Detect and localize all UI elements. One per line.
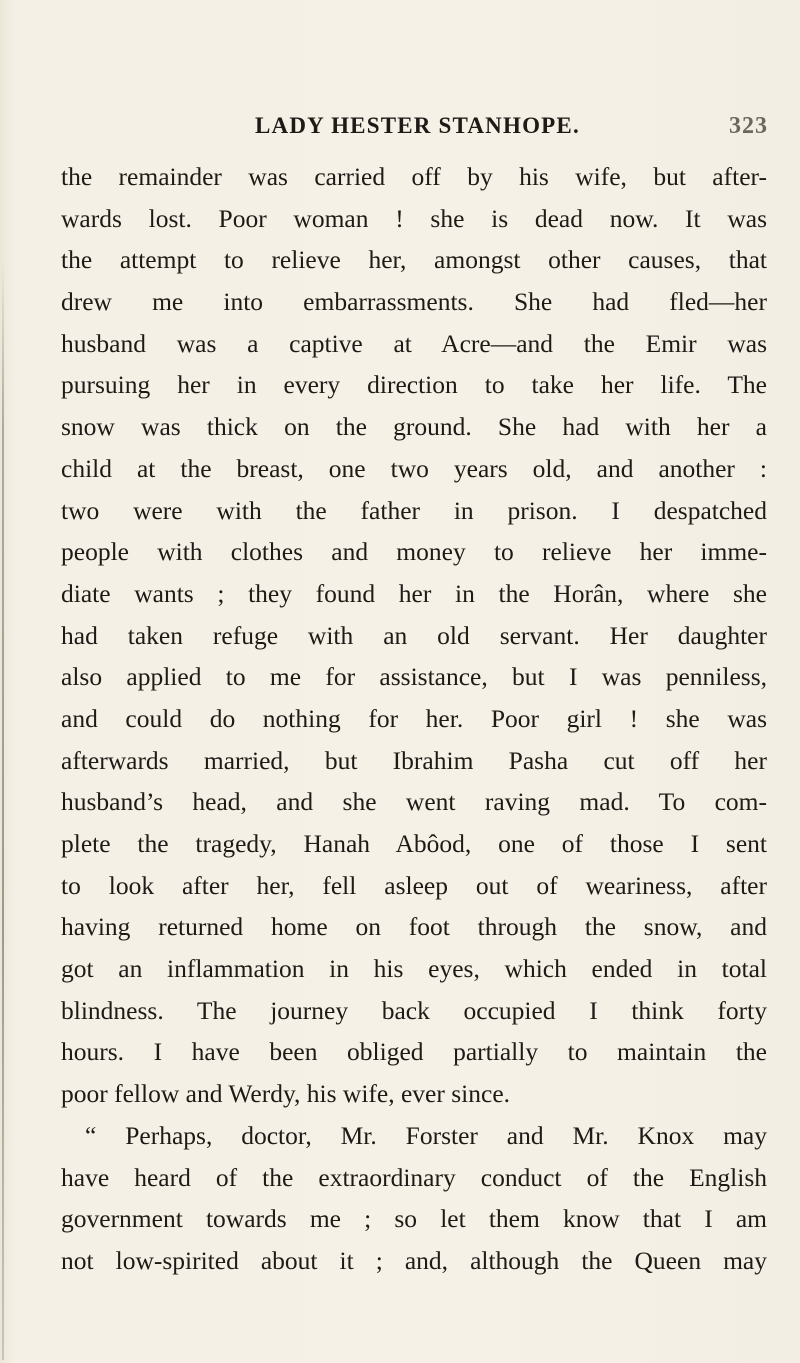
text-line: drew me into embarrassments. She had fled—her: [61, 287, 767, 317]
text-line: government towards me ; so let them know that I am: [61, 1204, 767, 1234]
text-line: diate wants ; they found her in the Horân, where she: [61, 578, 767, 608]
text-line: got an inflammation in his eyes, which ended in total: [61, 954, 767, 984]
page-number: 323: [729, 113, 768, 139]
binding-gutter-shadow: [2, 260, 4, 1360]
body-text: [61, 156, 767, 1282]
text-line: blindness. The journey back occupied I think forty: [61, 995, 767, 1025]
text-line: and could do nothing for her. Poor girl ! she was: [61, 703, 767, 733]
text-line: two were with the father in prison. I despatched: [61, 495, 767, 525]
paragraph-start-line: “ Perhaps, doctor, Mr. Forster and Mr. Knox may: [85, 1120, 767, 1150]
text-line: afterwards married, but Ibrahim Pasha cut off her: [61, 745, 767, 775]
text-line: the attempt to relieve her, amongst other causes, that: [61, 245, 767, 275]
text-line: hours. I have been obliged partially to maintain the: [61, 1037, 767, 1067]
text-line: plete the tragedy, Hanah Abôod, one of those I sent: [61, 829, 767, 858]
text-line: husband’s head, and she went raving mad. To com-: [61, 787, 767, 817]
text-line: wards lost. Poor woman ! she is dead now. It was: [61, 203, 767, 233]
text-line: not low-spirited about it ; and, although the Queen may: [61, 1245, 767, 1275]
text-line: snow was thick on the ground. She had with her a: [61, 412, 767, 442]
text-line: also applied to me for assistance, but I was penniless,: [61, 662, 767, 692]
text-line: people with clothes and money to relieve her imme-: [61, 537, 767, 567]
running-title: LADY HESTER STANHOPE.: [255, 113, 580, 138]
text-line: child at the breast, one two years old, and another :: [61, 453, 767, 483]
running-header: [0, 113, 800, 149]
text-line: had taken refuge with an old servant. Her daughter: [61, 620, 767, 650]
text-line: have heard of the extraordinary conduct of the English: [61, 1162, 767, 1192]
text-line: to look after her, fell asleep out of weariness, after: [61, 870, 767, 900]
text-line: having returned home on foot through the snow, and: [61, 912, 767, 942]
text-line: pursuing her in every direction to take her life. The: [61, 370, 767, 400]
text-line: husband was a captive at Acre—and the Emir was: [61, 328, 767, 358]
text-line: the remainder was carried off by his wife, but after-: [61, 162, 767, 191]
paragraph-end-line: poor fellow and Werdy, his wife, ever since.: [61, 1079, 511, 1109]
